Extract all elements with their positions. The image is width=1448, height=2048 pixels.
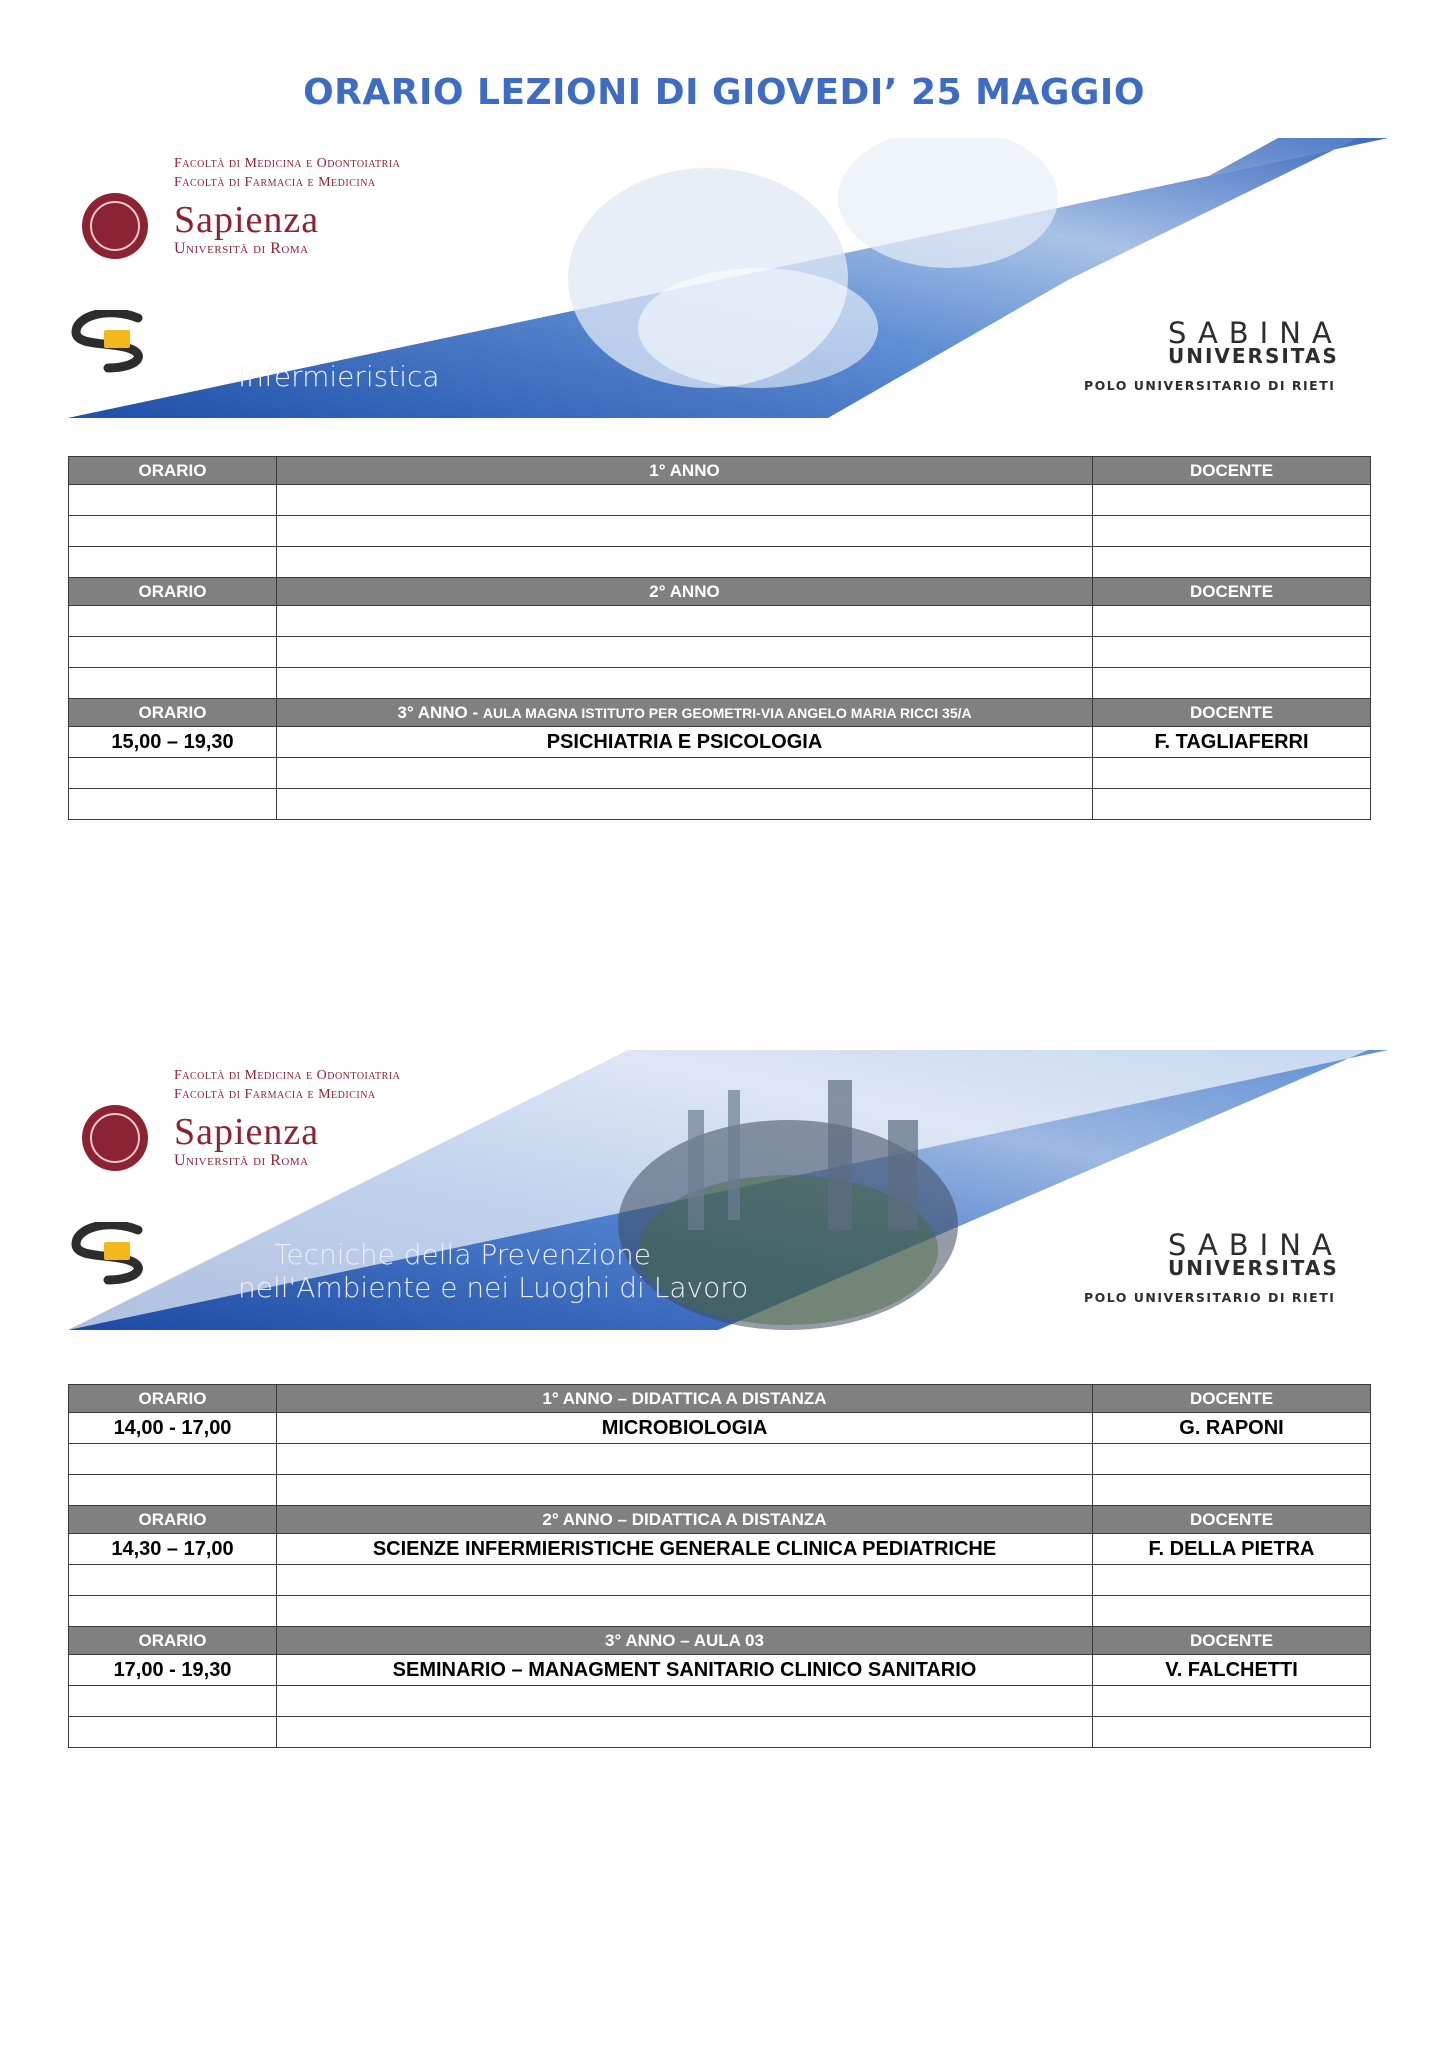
year-label: 3° ANNO - [397, 702, 483, 722]
table-row [69, 1534, 1371, 1565]
table-row [69, 1596, 1371, 1627]
teacher-cell [1093, 758, 1371, 789]
orario-header: ORARIO [69, 699, 277, 727]
teacher-cell [1093, 1565, 1371, 1596]
teacher-cell [1093, 547, 1371, 578]
course-line-1: Infermieristica [238, 360, 440, 393]
teacher-cell [1093, 1444, 1371, 1475]
time-cell [69, 485, 277, 516]
year-label: 1° ANNO [649, 460, 720, 480]
teacher-cell [1093, 1717, 1371, 1748]
university-subtitle: Università di Roma [174, 1152, 309, 1169]
teacher-cell [1093, 668, 1371, 699]
time-cell [69, 1686, 277, 1717]
teacher-cell: V. FALCHETTI [1093, 1655, 1371, 1686]
subject-cell [277, 758, 1093, 789]
schedule-table-tecniche-prevenzione [68, 1384, 1371, 1748]
time-cell [69, 516, 277, 547]
docente-header: DOCENTE [1093, 457, 1371, 485]
partner-tagline: POLO UNIVERSITARIO DI RIETI [1084, 378, 1336, 393]
time-cell [69, 1565, 277, 1596]
table-row [69, 668, 1371, 699]
subject-cell [277, 789, 1093, 820]
orario-header: ORARIO [69, 1506, 277, 1534]
section-header [69, 578, 1371, 606]
page-title: ORARIO LEZIONI DI GIOVEDI’ 25 MAGGIO [303, 72, 1145, 113]
schedule-table-infermieristica [68, 456, 1371, 820]
time-cell [69, 606, 277, 637]
faculty-names [174, 154, 400, 192]
time-cell [69, 758, 277, 789]
subject-cell [277, 516, 1093, 547]
teacher-cell [1093, 485, 1371, 516]
sabina-logo-icon [68, 310, 160, 374]
time-cell [69, 1444, 277, 1475]
year-header [277, 699, 1093, 727]
table-row [69, 547, 1371, 578]
time-cell: 15,00 – 19,30 [69, 727, 277, 758]
orario-header: ORARIO [69, 1627, 277, 1655]
partner-name: SABINA [1168, 316, 1343, 350]
orario-header: ORARIO [69, 1385, 277, 1413]
year-label: 3° ANNO – AULA 03 [605, 1630, 764, 1650]
university-subtitle: Università di Roma [174, 240, 309, 257]
orario-header: ORARIO [69, 578, 277, 606]
course-line-1: Tecniche della Prevenzione [274, 1238, 652, 1271]
table-row [69, 516, 1371, 547]
partner-subtitle: UNIVERSITAS [1168, 1256, 1339, 1280]
time-cell [69, 668, 277, 699]
table-row [69, 1655, 1371, 1686]
subject-cell [277, 1717, 1093, 1748]
table-row [69, 1413, 1371, 1444]
table-row [69, 1565, 1371, 1596]
faculty-line-1: Facoltà di Medicina e Odontoiatria [174, 156, 401, 171]
table-row [69, 1717, 1371, 1748]
sapienza-seal-icon [82, 1105, 148, 1171]
teacher-cell: F. DELLA PIETRA [1093, 1534, 1371, 1565]
subject-cell: SCIENZE INFERMIERISTICHE GENERALE CLINICA PEDIATRICHE [277, 1534, 1093, 1565]
section-header [69, 1385, 1371, 1413]
year-header [277, 1385, 1093, 1413]
faculty-line-2: Facoltà di Farmacia e Medicina [174, 175, 376, 190]
subject-cell [277, 1565, 1093, 1596]
partner-subtitle: UNIVERSITAS [1168, 344, 1339, 368]
university-name: Sapienza [174, 1111, 320, 1153]
banner-infermieristica [68, 138, 1388, 418]
table-row [69, 758, 1371, 789]
teacher-cell [1093, 789, 1371, 820]
subject-cell [277, 606, 1093, 637]
year-extra: AULA MAGNA ISTITUTO PER GEOMETRI-VIA ANGELO MARIA RICCI 35/A [482, 704, 972, 721]
subject-cell: SEMINARIO – MANAGMENT SANITARIO CLINICO SANITARIO [277, 1655, 1093, 1686]
orario-header: ORARIO [69, 457, 277, 485]
year-label: 2° ANNO [649, 581, 720, 601]
course-name [238, 1238, 748, 1304]
subject-cell [277, 485, 1093, 516]
time-cell: 14,00 - 17,00 [69, 1413, 277, 1444]
subject-cell [277, 1686, 1093, 1717]
teacher-cell [1093, 637, 1371, 668]
table-row [69, 727, 1371, 758]
sabina-logo-icon [68, 1222, 160, 1286]
time-cell [69, 1596, 277, 1627]
subject-cell [277, 637, 1093, 668]
subject-cell [277, 1596, 1093, 1627]
docente-header: DOCENTE [1093, 699, 1371, 727]
teacher-cell: F. TAGLIAFERRI [1093, 727, 1371, 758]
docente-header: DOCENTE [1093, 1385, 1371, 1413]
year-header [277, 1627, 1093, 1655]
section-header [69, 699, 1371, 727]
section-header [69, 457, 1371, 485]
table-row [69, 789, 1371, 820]
table-row [69, 1475, 1371, 1506]
table-row [69, 1686, 1371, 1717]
subject-cell [277, 1444, 1093, 1475]
faculty-names [174, 1066, 400, 1104]
docente-header: DOCENTE [1093, 578, 1371, 606]
teacher-cell [1093, 516, 1371, 547]
table-row [69, 637, 1371, 668]
subject-cell: PSICHIATRIA E PSICOLOGIA [277, 727, 1093, 758]
table-row [69, 606, 1371, 637]
docente-header: DOCENTE [1093, 1506, 1371, 1534]
teacher-cell [1093, 1475, 1371, 1506]
partner-name: SABINA [1168, 1228, 1343, 1262]
time-cell [69, 1475, 277, 1506]
time-cell: 17,00 - 19,30 [69, 1655, 277, 1686]
year-header [277, 1506, 1093, 1534]
year-header [277, 457, 1093, 485]
banner-tecniche-prevenzione [68, 1050, 1388, 1330]
time-cell [69, 789, 277, 820]
docente-header: DOCENTE [1093, 1627, 1371, 1655]
year-header [277, 578, 1093, 606]
subject-cell: MICROBIOLOGIA [277, 1413, 1093, 1444]
faculty-line-1: Facoltà di Medicina e Odontoiatria [174, 1068, 401, 1083]
course-name [238, 360, 440, 393]
table-row [69, 1444, 1371, 1475]
time-cell: 14,30 – 17,00 [69, 1534, 277, 1565]
year-label: 2° ANNO – DIDATTICA A DISTANZA [542, 1509, 827, 1529]
time-cell [69, 1717, 277, 1748]
teacher-cell: G. RAPONI [1093, 1413, 1371, 1444]
subject-cell [277, 547, 1093, 578]
teacher-cell [1093, 606, 1371, 637]
partner-tagline: POLO UNIVERSITARIO DI RIETI [1084, 1290, 1336, 1305]
sapienza-seal-icon [82, 193, 148, 259]
faculty-line-2: Facoltà di Farmacia e Medicina [174, 1087, 376, 1102]
section-header [69, 1506, 1371, 1534]
teacher-cell [1093, 1686, 1371, 1717]
subject-cell [277, 1475, 1093, 1506]
section-header [69, 1627, 1371, 1655]
time-cell [69, 637, 277, 668]
course-line-2: nell'Ambiente e nei Luoghi di Lavoro [238, 1271, 749, 1304]
teacher-cell [1093, 1596, 1371, 1627]
time-cell [69, 547, 277, 578]
university-name: Sapienza [174, 199, 320, 241]
table-row [69, 485, 1371, 516]
year-label: 1° ANNO – DIDATTICA A DISTANZA [542, 1388, 827, 1408]
subject-cell [277, 668, 1093, 699]
